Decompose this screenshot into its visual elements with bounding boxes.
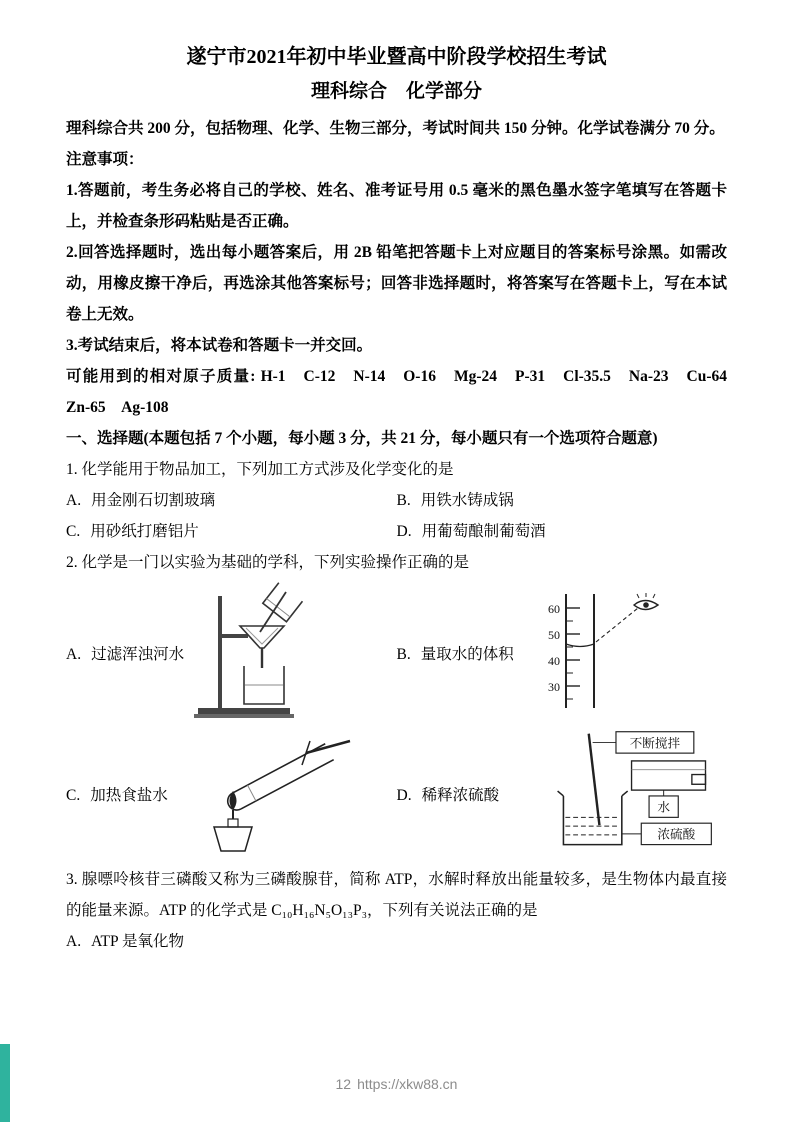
notice-heading: 注意事项： — [66, 150, 144, 168]
q2-option-d — [397, 728, 728, 860]
svg-text:水: 水 — [657, 800, 671, 815]
cylinder-tick: 50 — [547, 627, 560, 642]
option-label: B. — [396, 645, 411, 663]
option-text: 稀释浓硫酸 — [421, 786, 500, 804]
exam-intro: 理科综合共 200 分，包括物理、化学、生物三部分，考试时间共 150 分钟。化学试卷满分 70 分。 — [66, 119, 725, 137]
cylinder-tick: 60 — [547, 601, 560, 616]
test-tube — [224, 743, 333, 812]
eye-icon — [634, 593, 658, 610]
q1-option-d — [397, 516, 728, 547]
tube-holder — [302, 741, 350, 765]
page-subtitle: 理科综合 化学部分 — [310, 81, 482, 102]
funnel — [240, 626, 284, 668]
q2-option-c — [66, 731, 397, 857]
cylinder-tick: 30 — [547, 679, 560, 694]
acid-label-box — [622, 823, 712, 844]
atomic-masses-label: 可能用到的相对原子质量: — [66, 367, 256, 385]
option-label: A. — [66, 491, 82, 509]
q1-option-c — [66, 516, 397, 547]
question-3-stem: 3. 腺嘌呤核苷三磷酸又称为三磷酸腺苷，简称 ATP，水解时释放出能量较多，是生物体内最直接的能量来源。ATP 的化学式是 C₁₀H₁₆N₅O₁₃P₃，下列有关说法正确的是 — [66, 870, 727, 919]
filtration-diagram — [192, 582, 324, 724]
option-text: 用金刚石切割玻璃 — [91, 491, 216, 509]
option-label: D. — [396, 522, 412, 540]
cylinder-walls — [566, 594, 594, 708]
page-footer — [0, 1076, 793, 1092]
q2-diagram-row-2 — [66, 728, 727, 860]
option-label: C. — [66, 786, 81, 804]
notice-item-1: 1.答题前，考生务必将自己的学校、姓名、准考证号用 0.5 毫米的黑色墨水签字笔填写在答题卡上，并检查条形码粘贴是否正确。 — [66, 181, 727, 230]
option-label: C. — [66, 522, 81, 540]
option-label-wrap — [397, 783, 500, 805]
question-1-options — [66, 485, 727, 547]
question-1-stem: 1. 化学能用于物品加工，下列加工方式涉及化学变化的是 — [66, 460, 454, 478]
graduated-cylinder-diagram — [522, 592, 672, 714]
notice-item-3: 3.考试结束后，将本试卷和答题卡一并交回。 — [66, 336, 373, 354]
cylinder-scale — [566, 608, 580, 699]
dilution-diagram — [507, 728, 727, 860]
liquid-level — [566, 644, 594, 647]
stir-label-box — [593, 731, 694, 752]
q2-diagram-row-1 — [66, 582, 727, 724]
acid-liquid — [565, 817, 619, 835]
section-1-heading: 一、选择题(本题包括 7 个小题，每小题 3 分，共 21 分，每小题只有一个选项符合题意) — [66, 429, 658, 447]
option-text: ATP 是氧化物 — [91, 932, 184, 950]
option-label: B. — [396, 491, 411, 509]
notice-item-2: 2.回答选择题时，选出每小题答案后，用 2B 铅笔把答题卡上对应题目的答案标号涂黑。如需改动，用橡皮擦干净后，再选涂其他答案标号；回答非选择题时，将答案写在答题卡上，写在本试卷上无效。 — [66, 243, 727, 323]
receiving-beaker — [244, 666, 284, 704]
option-label-wrap — [66, 642, 184, 664]
q1-option-b — [397, 485, 728, 516]
clamp-ring — [222, 634, 248, 638]
water-trough — [632, 760, 706, 789]
option-text: 过滤浑浊河水 — [91, 645, 185, 663]
option-text: 用葡萄酿制葡萄酒 — [421, 522, 546, 540]
option-label: A. — [66, 932, 82, 950]
footer-url[interactable]: https://xkw88.cn — [357, 1076, 458, 1092]
svg-text:浓硫酸: 浓硫酸 — [657, 827, 696, 842]
page-title: 遂宁市2021年初中毕业暨高中阶段学校招生考试 — [186, 46, 607, 68]
heating-diagram — [176, 731, 354, 857]
alcohol-lamp — [214, 791, 252, 851]
option-label-wrap — [397, 642, 514, 664]
cylinder-tick: 40 — [547, 653, 560, 668]
sight-line — [596, 608, 638, 642]
left-edge-accent-bar — [0, 1044, 10, 1122]
option-text: 加热食盐水 — [90, 786, 168, 804]
water-label-box — [649, 790, 678, 817]
pouring-beaker — [263, 582, 303, 621]
option-label-wrap — [66, 783, 168, 805]
q2-option-b — [397, 592, 728, 714]
question-2-stem: 2. 化学是一门以实验为基础的学科，下列实验操作正确的是 — [66, 553, 470, 571]
option-text: 用铁水铸成锅 — [420, 491, 514, 509]
option-label: D. — [396, 786, 412, 804]
q3-option-a — [66, 926, 727, 957]
atomic-masses-values: H-1 C-12 N-14 O-16 Mg-24 P-31 Cl-35.5 Na-23 Cu-64 Zn-65 Ag-108 — [66, 367, 743, 416]
option-text: 用砂纸打磨铝片 — [90, 522, 199, 540]
page-number: 12 — [335, 1076, 352, 1092]
stand-base — [198, 708, 290, 714]
q2-option-a — [66, 582, 397, 724]
option-text: 量取水的体积 — [420, 645, 514, 663]
svg-text:不断搅拌: 不断搅拌 — [629, 735, 681, 750]
stand-pole — [218, 596, 222, 710]
atomic-masses — [66, 361, 743, 423]
option-label: A. — [66, 645, 82, 663]
stirring-rod — [589, 733, 600, 824]
q1-option-a — [66, 485, 397, 516]
